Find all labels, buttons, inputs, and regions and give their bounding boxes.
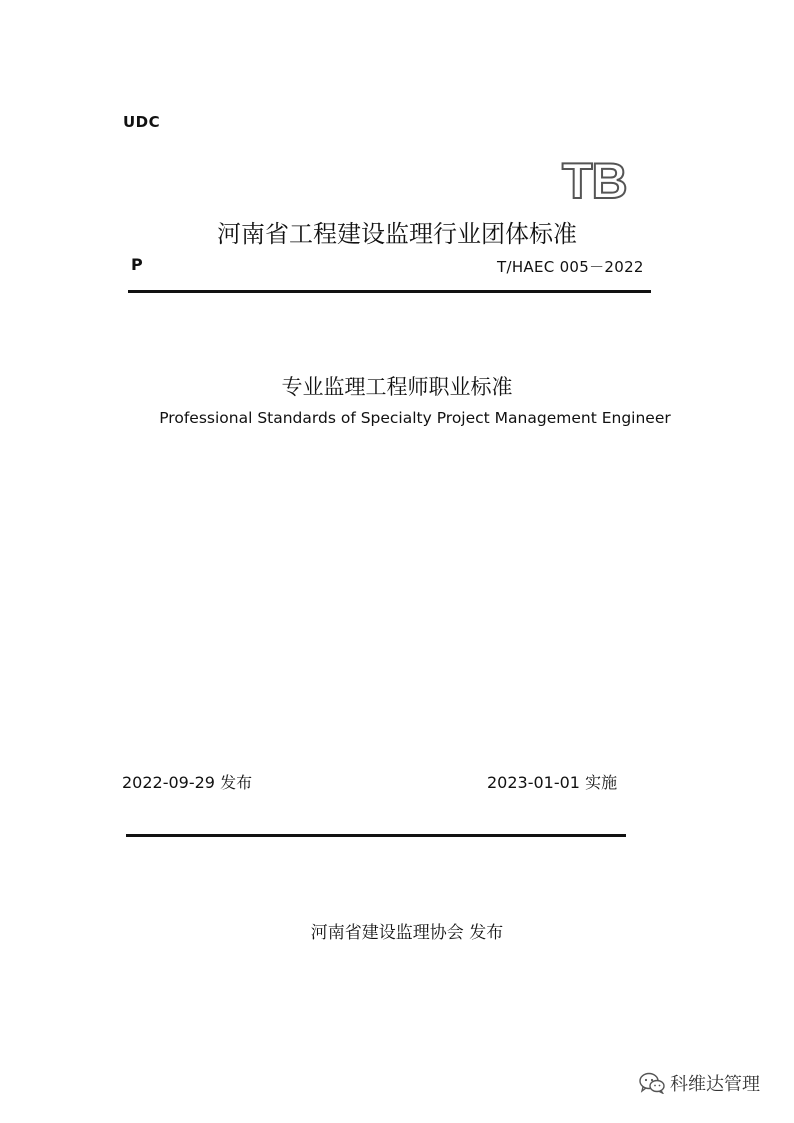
effective-date: 2023-01-01 实施 [487, 773, 618, 792]
watermark [638, 1070, 760, 1096]
bottom-divider [126, 834, 626, 837]
wechat-icon [638, 1072, 666, 1094]
standard-title-cn: 专业监理工程师职业标准 [281, 375, 513, 399]
top-divider [128, 290, 651, 293]
udc-label: UDC [123, 113, 161, 131]
watermark-text: 科维达管理 [670, 1074, 760, 1095]
organization-title: 河南省工程建设监理行业团体标准 [217, 220, 577, 248]
standard-code: T/HAEC 005－2022 [497, 258, 644, 276]
classification-code: P [131, 255, 143, 274]
standard-title-en: Professional Standards of Specialty Project Management Engineer [159, 409, 671, 427]
publish-date: 2022-09-29 发布 [122, 773, 253, 792]
publisher-line: 河南省建设监理协会 发布 [310, 923, 504, 943]
tb-logo: TB [562, 153, 627, 209]
